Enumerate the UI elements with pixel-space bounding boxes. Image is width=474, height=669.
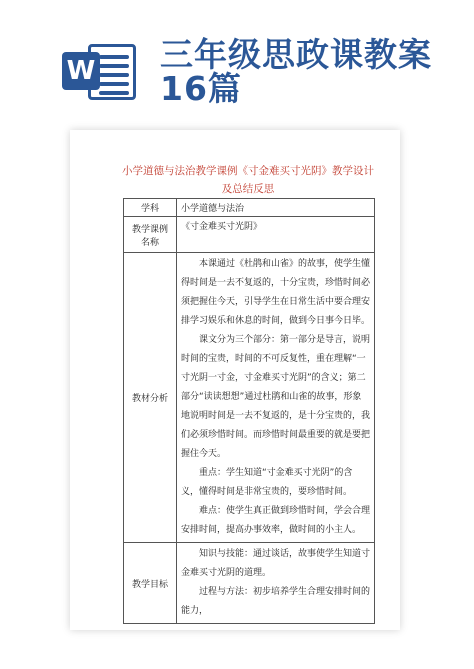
table-row xyxy=(124,217,375,253)
lesson-table xyxy=(123,198,375,624)
row-label: 教学目标 xyxy=(124,543,177,624)
page-title: 三年级思政课教案16篇 xyxy=(160,35,432,108)
paragraph: 课文分为三个部分：第一部分是导言，说明时间的宝贵，时间的不可反复性，重在理解“一寸光阴一寸金，寸金难买寸光阴”的含义；第二部分“读读想想”通过杜鹃和山雀的故事，形象地说明时间是一去不复返的，是十分宝贵的，我们必须珍惜时间。而珍惜时间最重要的就是要把握住今天。 xyxy=(181,335,371,459)
row-content xyxy=(177,543,375,624)
paragraph: 本课通过《杜鹃和山雀》的故事，使学生懂得时间是一去不复返的，十分宝贵，珍惜时间必须把握住今天，引导学生在日常生活中要合理安排学习娱乐和休息的时间，做到今日事今日毕。 xyxy=(181,259,371,326)
paragraph: 知识与技能：通过谈话，故事使学生知道寸金难买寸光阴的道理。 xyxy=(181,549,371,578)
table-row xyxy=(124,253,375,543)
paragraph: 过程与方法：初步培养学生合理安排时间的能力， xyxy=(181,587,371,616)
table-row xyxy=(124,199,375,217)
row-label: 教材分析 xyxy=(124,253,177,543)
row-label: 学科 xyxy=(124,199,177,217)
document-heading: 小学道德与法治教学课例《寸金难买寸光阴》教学设计及总结反思 xyxy=(122,165,374,195)
row-value: 《寸金难买寸光阴》 xyxy=(177,217,375,253)
paragraph: 难点：使学生真正做到珍惜时间，学会合理安排时间，提高办事效率，做时间的小主人。 xyxy=(181,506,371,535)
row-content xyxy=(177,253,375,543)
row-value: 小学道德与法治 xyxy=(177,199,375,217)
paragraph: 重点：学生知道“寸金难买寸光阴”的含义，懂得时间是非常宝贵的，要珍惜时间。 xyxy=(181,468,353,497)
row-label: 教学课例名称 xyxy=(124,217,177,253)
word-letter-icon: W xyxy=(62,52,100,90)
table-row xyxy=(124,543,375,624)
